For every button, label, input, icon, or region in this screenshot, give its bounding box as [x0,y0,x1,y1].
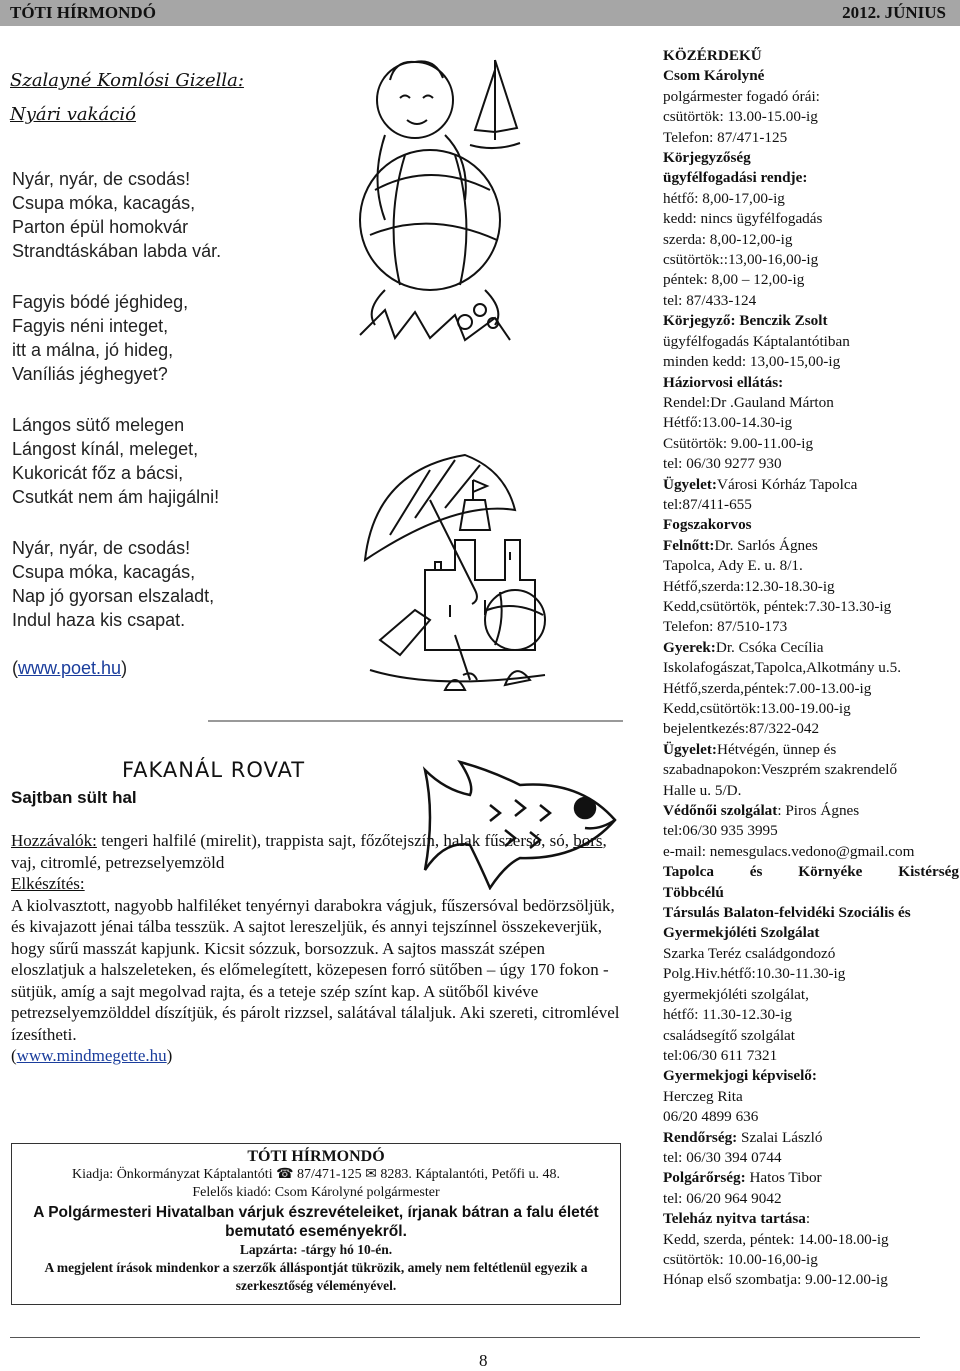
info-line [663,801,959,821]
info-text: Kedd,csütörtök, péntek:7.30-13.30-ig [663,597,892,615]
info-label: Ügyelet: [663,475,717,493]
info-label: Gyermekjóléti Szolgálat [663,924,820,942]
info-line [663,842,959,862]
info-text: ügyfélfogadás Káptalantótiban [663,332,850,350]
info-text: Hétfő:13.00-14.30-ig [663,414,793,432]
info-text: csütörtök: 10.00-16,00-ig [663,1250,818,1268]
info-line [663,903,959,923]
info-line [663,393,959,413]
info-text: bejelentkezés:87/322-042 [663,720,820,738]
info-text: péntek: 8,00 – 12,00-ig [663,271,805,289]
ingredients [11,830,621,873]
info-line [663,373,959,393]
info-text: hétfő: 11.30-12.30-ig [663,1006,792,1024]
info-text: Dr. Sarlós Ágnes [714,536,818,554]
info-line [663,454,959,474]
info-text: Kedd,csütörtök:13.00-19.00-ig [663,700,851,717]
info-text: tel: 06/30 394 0744 [663,1148,782,1166]
info-text: minden kedd: 13,00-15,00-ig [663,353,841,371]
poem-source [12,658,127,679]
child-with-ball-illustration [345,40,530,350]
info-text: polgármester fogadó órái: [663,87,820,105]
imprint-responsible: Felelős kiadó: Csom Károlyné polgármester [192,1185,440,1200]
info-line [663,1168,959,1188]
info-line [663,597,959,617]
info-line [663,638,959,658]
info-line [663,719,959,739]
info-text: tel:06/30 935 3995 [663,822,778,840]
info-line [663,964,959,984]
poem-line: Fagyis bódé jéghideg, [12,292,189,312]
info-text: Telefon: 87/510-173 [663,618,788,636]
poem-line: Vaníliás jéghegyet? [12,364,168,384]
info-label: Polgárőrség: [663,1169,746,1187]
imprint-disclaimer: A megjelent írások mindenkor a szerzők álláspontját tükrözik, amely nem feltétlenül egyezik a szerkesztőség véleményével. [44,1260,588,1293]
info-line [663,679,959,699]
poem-line: Nap jó gyorsan elszaladt, [12,586,215,606]
info-line [663,434,959,454]
info-line [663,291,959,311]
info-label-word: Kistérség [898,863,959,881]
poem-line: Csutkát nem ám hajigálni! [12,487,220,507]
sandcastle-illustration [355,440,555,705]
info-line [663,515,959,535]
recipe-source-link[interactable]: www.mindmegette.hu [16,1046,167,1065]
info-label-word: Környéke [798,863,863,881]
info-line [663,536,959,556]
info-line [663,189,959,209]
imprint-publisher-text: Kiadja: Önkormányzat Káptalantóti [71,1167,273,1182]
header-date: 2012. JÚNIUS [842,3,946,22]
info-text: tel: 06/20 964 9042 [663,1189,782,1207]
info-line [663,1046,959,1066]
info-text: : Piros Ágnes [777,802,860,820]
info-line [663,209,959,229]
prep-text: A kiolvasztott, nagyobb halfiléket tenyérnyi darabokra vágjuk, fűszersóval bedörzsöljük, és kivajazott jénai tálba tesszük. A sajtot lereszeljük, és annyi tejszínnel összekeverjük, hogy sűrű masszát kapjunk. Kicsit sózzuk, borsozzuk. A sajtos masszát szépen eloszlatjuk a halszeleteken, és előmelegített, közepesen forró sütőben – úgy 170 fokon - sütjük, amíg a sajt megolvad rajta, és a teteje szép színt kap. A sütőből kivéve petrezselyemzölddel díszítjük, és párolt rizzsel, salátával tálaljuk. Aki szereti, citromlével ízesítheti. [11,895,620,1044]
info-text: Szalai László [737,1128,823,1146]
info-text: hétfő: 8,00-17,00-ig [663,189,785,207]
recipe-source [11,1045,621,1067]
info-text: Halle u. 5/D. [663,781,742,799]
info-line [663,862,959,882]
paren: ) [121,658,128,678]
info-line [663,1189,959,1209]
info-label: Csom Károlyné [663,67,765,85]
ingredients-label: Hozzávalók: [11,831,97,850]
page-number: 8 [479,1351,488,1370]
prep-label: Elkészítés: [11,874,85,893]
info-text: : [805,1210,811,1228]
poem-line: Lángos sütő melegen [12,415,185,435]
poem-line: Fagyis néni integet, [12,316,169,336]
info-line [663,168,959,188]
info-line [663,883,959,903]
poem-line: Lángost kínál, meleget, [12,439,199,459]
info-text: Rendel:Dr .Gauland Márton [663,393,834,411]
info-line [663,781,959,801]
info-line [663,270,959,290]
poem-line: Csupa móka, kacagás, [12,562,196,582]
info-line [663,230,959,250]
info-text: 06/20 4899 636 [663,1108,759,1126]
imprint-phone: 87/471-125 [297,1167,362,1182]
imprint-address: 8283. Káptalantóti, Petőfi u. 48. [380,1167,560,1182]
poem-source-link[interactable]: www.poet.hu [18,658,122,678]
section-divider [208,720,623,722]
imprint-deadline: Lapzárta: -tárgy hó 10-én. [239,1242,393,1257]
paren: ( [11,1046,17,1065]
info-text: kedd: nincs ügyfélfogadás [663,210,823,228]
poem-line: Indul haza kis csapat. [12,610,186,630]
info-label: Körjegyző: Benczik Zsolt [663,312,828,330]
info-line [663,944,959,964]
poem-line: Parton épül homokvár [12,217,189,237]
info-line [663,577,959,597]
footer-divider [10,1337,920,1338]
poem-line: Kukoricát főz a bácsi, [12,463,184,483]
poem-line: Strandtáskában labda vár. [12,241,222,261]
info-label-word: és [749,863,763,881]
info-text: Hétfő,szerda,péntek:7.00-13.00-ig [663,679,872,697]
ingredients-text: tengeri halfilé (mirelit), trappista sajt, főzőtejszín, halak fűszersó, só, [96,831,574,850]
info-text: tel: 06/30 9277 930 [663,455,782,473]
info-label: Teleház nyitva tartása [663,1210,806,1228]
info-line [663,985,959,1005]
info-text: Dr. Csóka Cecília [715,638,824,656]
info-line [663,1066,959,1086]
info-line [663,1128,959,1148]
info-line [663,1087,959,1107]
info-label: Háziorvosi ellátás: [663,373,784,391]
info-line [663,821,959,841]
info-text: Hónap első szombatja: 9.00-12.00-ig [663,1271,888,1289]
info-line [663,658,959,678]
info-line [663,1107,959,1127]
info-label: Társulás Balaton-felvidéki Szociális és [663,904,911,922]
info-text: tel: 87/433-124 [663,291,757,309]
info-text: Tapolca, Ady E. u. 8/1. [663,557,803,575]
info-text: Polg.Hiv.hétfő:10.30-11.30-ig [663,965,846,983]
info-text: Hétfő,szerda:12.30-18.30-ig [663,577,835,595]
info-line [663,1270,959,1290]
info-label: Gyerek: [663,638,716,656]
info-line [663,475,959,495]
info-text: csütörtök: 13.00-15.00-ig [663,108,818,126]
envelope-icon: ✉ [365,1167,377,1182]
info-text: Csütörtök: 9.00-11.00-ig [663,434,814,452]
paren: ) [166,1046,173,1065]
info-line [663,617,959,637]
recipe-section-title: FAKANÁL ROVAT [122,758,306,782]
recipe-body [11,830,621,1067]
info-text: Kedd, szerda, péntek: 14.00-18.00-ig [663,1230,889,1248]
info-label: KÖZÉRDEKŰ [663,47,762,64]
poem-line: Csupa móka, kacagás, [12,193,196,213]
poem-stanza [12,536,214,632]
info-label: Gyermekjogi képviselő: [663,1067,817,1085]
poem-stanza [12,413,219,509]
poem-stanza [12,167,221,263]
imprint-publisher [12,1166,620,1184]
info-label: ügyfélfogadási rendje: [663,169,808,187]
info-text: Iskolafogászat,Tapolca,Alkotmány u.5. [663,659,902,677]
imprint-title: TÓTI HÍRMONDÓ [247,1148,385,1165]
info-line [663,148,959,168]
info-line [663,107,959,127]
info-label: Védőnői szolgálat [663,802,778,820]
info-text: Hatos Tibor [745,1169,822,1187]
info-line [663,413,959,433]
info-line [663,250,959,270]
info-label: Körjegyzőség [663,149,751,167]
info-text: e-mail: nemesgulacs.vedono@gmail.com [663,842,915,860]
info-line [663,46,959,66]
info-text: Szarka Teréz családgondozó [663,944,836,962]
info-line [663,352,959,372]
info-label-word: Tapolca [663,863,714,881]
info-line [663,1148,959,1168]
info-line [663,87,959,107]
ingredients-text: , vaj, citromlé, petrezselyemzöld [11,831,607,872]
info-line [663,1230,959,1250]
info-text: Hétvégén, ünnep és [716,740,837,758]
info-text: tel:87/411-655 [663,495,752,513]
info-line [663,760,959,780]
info-text: szabadnapokon:Veszprém szakrendelő [663,761,898,779]
poem-line: Nyár, nyár, de csodás! [12,169,191,189]
info-text: családsegítő szolgálat [663,1026,796,1044]
info-line [663,332,959,352]
info-line [663,1005,959,1025]
info-label: Fogszakorvos [663,516,752,534]
info-text: gyermekjóléti szolgálat, [663,985,809,1003]
poem-line: itt a málna, jó hideg, [12,340,174,360]
info-label: Felnőtt: [663,536,715,554]
info-text: Telefon: 87/471-125 [663,128,788,146]
imprint-box [11,1143,621,1305]
poem-author: Szalayné Komlósi Gizella: [10,70,244,91]
info-text: csütörtök::13,00-16,00-ig [663,251,819,269]
info-line [663,556,959,576]
info-line [663,66,959,86]
phone-icon: ☎ [276,1167,294,1182]
header-publication: TÓTI HÍRMONDÓ [10,3,156,22]
info-text: tel:06/30 611 7321 [663,1046,778,1064]
info-line [663,128,959,148]
info-text: Városi Kórház Tapolca [716,475,858,493]
info-line [663,1209,959,1229]
poem-title: Nyári vakáció [10,104,136,125]
info-line [663,1250,959,1270]
public-info-column [663,46,959,1291]
info-line [663,740,959,760]
imprint-invitation: A Polgármesteri Hivatalban várjuk észrevételeiket, írjanak bátran a falu életét bemutató eseményekről. [33,1204,599,1240]
poem-line: Nyár, nyár, de csodás! [12,538,191,558]
info-label: Ügyelet: [663,740,717,758]
info-label: Többcélú [663,883,724,901]
info-text: szerda: 8,00-12,00-ig [663,230,793,248]
info-line [663,1026,959,1046]
poem-stanza [12,290,188,386]
info-line [663,495,959,515]
ingredients-bors: bors [573,831,603,850]
info-label: Rendőrség: [663,1128,738,1146]
info-line [663,699,959,719]
info-text: Herczeg Rita [663,1087,743,1105]
recipe-title: Sajtban sült hal [11,788,137,807]
info-line [663,311,959,331]
info-line [663,923,959,943]
paren: ( [12,658,18,678]
page-header [0,0,960,26]
